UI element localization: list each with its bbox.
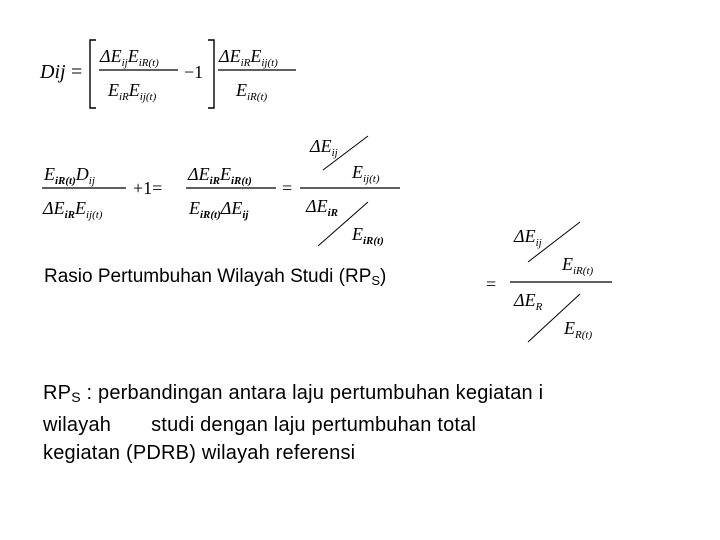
description-line-2b: studi dengan laju pertumbuhan total bbox=[151, 414, 477, 436]
svg-text:EiR(t): $E_{iR(t)}$ bbox=[562, 254, 594, 277]
svg-text:ΔEiREij(t): $\Delta E_{iR}E_{ij(t)}$ bbox=[219, 46, 278, 69]
svg-text:+1=: +1= bbox=[133, 178, 163, 198]
rps-label-suffix: ) bbox=[380, 266, 387, 287]
description-line-3: kegiatan (PDRB) wilayah referensi bbox=[43, 442, 356, 464]
description-line-1-text: : perbandingan antara laju pertumbuhan kegiatan i bbox=[80, 382, 544, 404]
description-line-1 bbox=[43, 379, 683, 411]
rps-label-sub: S bbox=[371, 273, 381, 288]
svg-text:Eij(t): $E_{ij(t)}$ bbox=[352, 162, 380, 185]
rps-label bbox=[44, 266, 386, 288]
svg-text:−1: −1 bbox=[184, 62, 204, 82]
formula-dij bbox=[38, 36, 318, 116]
svg-text:ER(t): $E_{R(t)}$ bbox=[564, 318, 593, 341]
svg-text:EiR(t): $E_{iR(t)}$ bbox=[352, 224, 384, 247]
svg-text:EiREij(t): $E_{iR}E_{ij(t)}$ bbox=[108, 80, 157, 103]
description-term-sub: S bbox=[71, 389, 81, 405]
svg-text:ΔER: $\Delta E_R$ bbox=[514, 290, 543, 313]
svg-text:=: = bbox=[282, 178, 293, 198]
svg-text:=: = bbox=[71, 61, 83, 83]
svg-text:=: = bbox=[486, 274, 497, 294]
description-line-2 bbox=[43, 411, 683, 439]
svg-text:ΔEij: $\Delta E_{ij}$ bbox=[514, 226, 542, 249]
svg-text:EiR(t): $E_{iR(t)}$ bbox=[236, 80, 268, 103]
description-line-2a: wilayah bbox=[43, 414, 112, 436]
rps-label-prefix: Rasio Pertumbuhan Wilayah Studi (RP bbox=[44, 266, 372, 287]
description-term: RP bbox=[43, 382, 72, 404]
formula-derivation bbox=[38, 132, 418, 250]
svg-text:ΔEiREiR(t): $\Delta E_{iR}E_{iR(t)}$ bbox=[188, 164, 252, 187]
svg-text:ΔEijEiR(t): $\Delta E_{ij}E_{iR(t)}$ bbox=[100, 46, 159, 69]
svg-text:ΔEiR: $\Delta E_{iR}$ bbox=[306, 196, 338, 219]
svg-text:EiR(t)ΔEij: $E_{iR(t)}\Delta E_{ij}$ bbox=[189, 198, 249, 221]
formula-rps bbox=[484, 218, 624, 346]
svg-text:ΔEij: $\Delta E_{ij}$ bbox=[310, 136, 338, 159]
svg-text:EiR(t)Dij: $E_{iR(t)}D_{ij}$ bbox=[44, 164, 95, 187]
svg-text:Dij: Dij bbox=[40, 61, 66, 83]
description bbox=[43, 379, 683, 467]
svg-text:ΔEiREij(t): $\Delta E_{iR}E_{ij(t)}$ bbox=[43, 198, 103, 221]
